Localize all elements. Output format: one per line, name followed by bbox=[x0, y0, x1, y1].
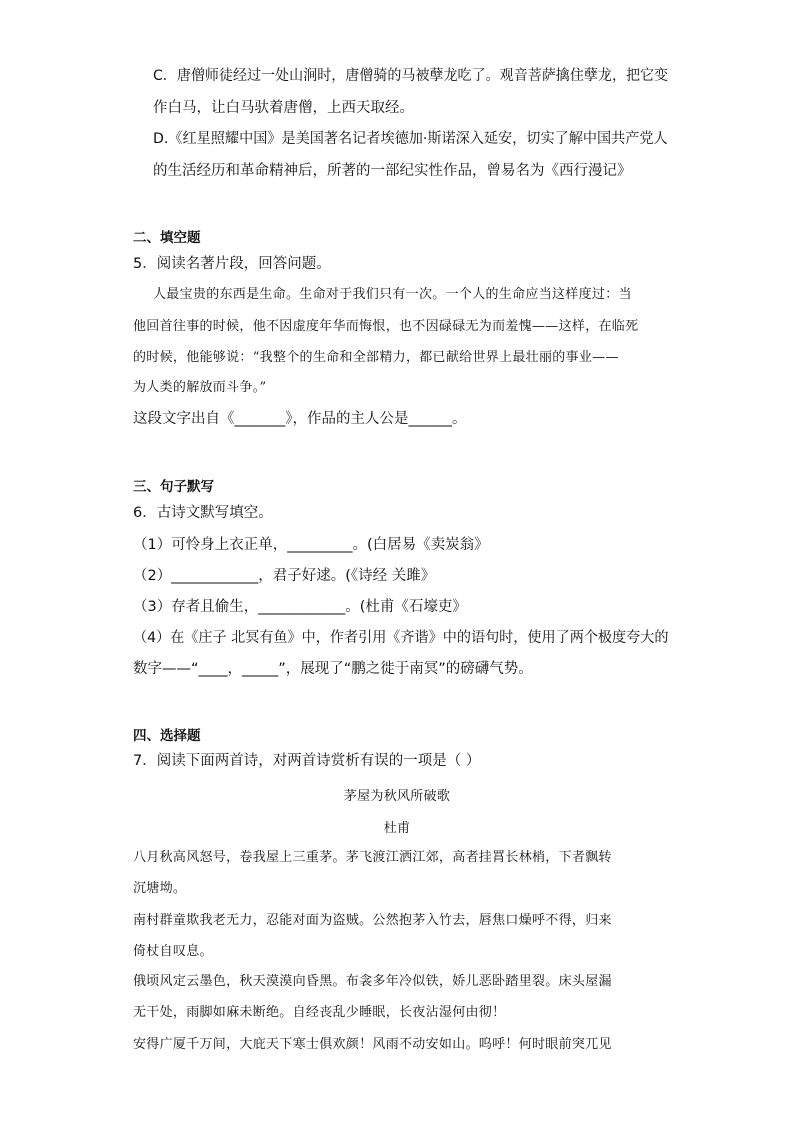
question-6: 6．古诗文默写填空。 bbox=[133, 505, 273, 521]
option-d-line-2: 的生活经历和革命精神后，所著的一部纪实性作品，曾易名为《西行漫记》 bbox=[153, 163, 632, 179]
dictation-item-1: （1）可怜身上衣正单，_________。(白居易《卖炭翁》 bbox=[133, 537, 489, 553]
dictation-item-3: （3）存者且偷生，____________。(杜甫《石壕吏》 bbox=[133, 599, 467, 615]
dictation-item-4: （4）在《庄子 北冥有鱼》中，作者引用《齐谐》中的语句时，使用了两个极度夸大的 bbox=[133, 630, 669, 646]
section-heading-fill-blank: 二、填空题 bbox=[133, 230, 201, 246]
question-5-blanks: 这段文字出自《_______》，作品的主人公是______。 bbox=[133, 411, 467, 427]
poem-line-7: 安得广厦千万间，大庇天下寒士俱欢颜！风雨不动安如山。呜呼！何时眼前突兀见 bbox=[133, 1037, 612, 1052]
question-5: 5．阅读名著片段，回答问题。 bbox=[133, 256, 331, 272]
poem-line-6: 无干处，雨脚如麻未断绝。自经丧乱少睡眠，长夜沾湿何由彻！ bbox=[133, 1005, 506, 1020]
poem-line-1: 八月秋高风怒号，卷我屋上三重茅。茅飞渡江洒江郊，高者挂罥长林梢，下者飘转 bbox=[133, 850, 612, 865]
poem-line-4: 倚杖自叹息。 bbox=[133, 944, 213, 959]
poem-author: 杜甫 bbox=[383, 821, 411, 836]
passage-line-2: 他回首往事的时候，他不因虚度年华而悔恨，也不因碌碌无为而羞愧——这样，在临死 bbox=[133, 319, 639, 334]
poem-line-3: 南村群童欺我老无力，忍能对面为盗贼。公然抱茅入竹去，唇焦口燥呼不得，归来 bbox=[133, 913, 612, 928]
passage-line-3: 的时候，他能够说：“我整个的生命和全部精力，都已献给世界上最壮丽的事业—— bbox=[133, 350, 619, 365]
question-7: 7．阅读下面两首诗，对两首诗赏析有误的一项是（ ） bbox=[133, 753, 481, 769]
poem-line-2: 沉塘坳。 bbox=[133, 881, 187, 896]
option-c-line-2: 作白马，让白马驮着唐僧，上西天取经。 bbox=[153, 100, 414, 116]
poem-title: 茅屋为秋风所破歌 bbox=[343, 789, 451, 804]
option-c-line-1: C．唐僧师徒经过一处山涧时，唐僧骑的马被孽龙吃了。观音菩萨擒住孽龙，把它变 bbox=[153, 68, 669, 84]
dictation-item-2: （2）____________，君子好逑。(《诗经 关雎》 bbox=[133, 568, 436, 584]
passage-line-4: 为人类的解放而斗争。” bbox=[133, 380, 267, 395]
passage-line-1: 人最宝贵的东西是生命。生命对于我们只有一次。一个人的生命应当这样度过：当 bbox=[153, 287, 632, 302]
dictation-item-4-cont: 数字——“____，_____”，展现了“鹏之徙于南冥”的磅礴气势。 bbox=[133, 661, 533, 677]
section-heading-dictation: 三、句子默写 bbox=[133, 479, 214, 495]
section-heading-multiple-choice: 四、选择题 bbox=[133, 728, 201, 744]
option-d-line-1: D.《红星照耀中国》是美国著名记者埃德加·斯诺深入延安，切实了解中国共产党人 bbox=[153, 131, 668, 147]
poem-line-5: 俄顷风定云墨色，秋天漠漠向昏黑。布衾多年冷似铁，娇儿恶卧踏里裂。床头屋漏 bbox=[133, 974, 612, 989]
